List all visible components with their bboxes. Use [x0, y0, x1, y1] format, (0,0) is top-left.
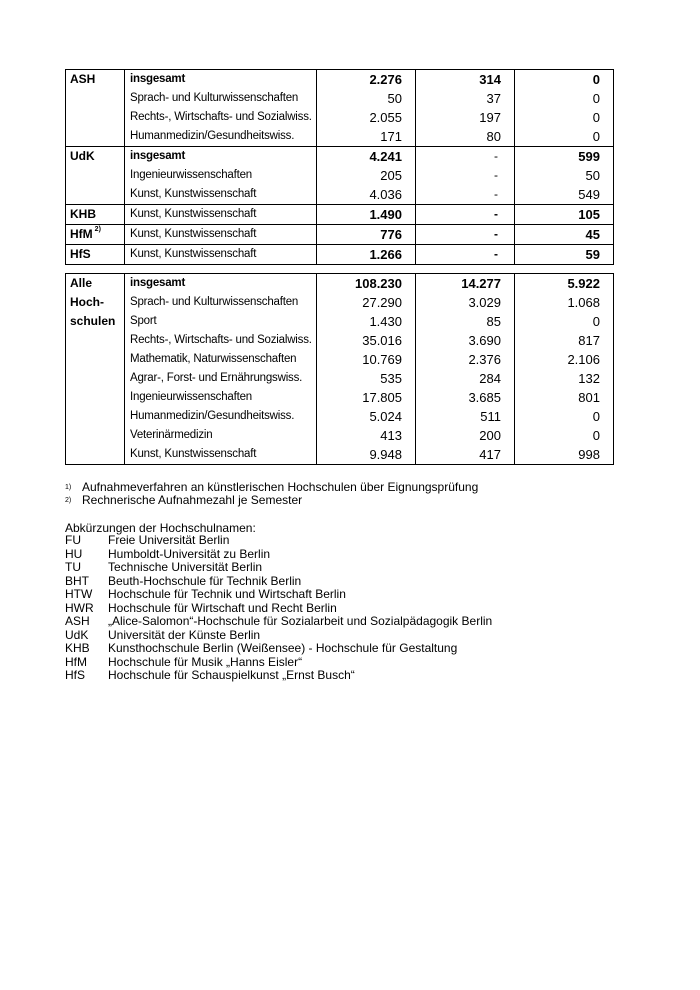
value-cell-b: 2.376: [416, 350, 515, 369]
field-of-study: Kunst, Kunstwissenschaft: [125, 225, 317, 245]
institution-code-cell: [66, 108, 125, 127]
abbreviation-value: Beuth-Hochschule für Technik Berlin: [108, 573, 302, 588]
field-of-study: Ingenieurwissenschaften: [125, 166, 317, 185]
field-of-study: Veterinärmedizin: [125, 426, 317, 445]
value-cell-b: 37: [416, 89, 515, 108]
abbreviation-key: BHT: [65, 573, 89, 588]
institution-code: HfM: [70, 227, 93, 241]
abbreviation-row: [65, 588, 492, 602]
abbreviation-row: [65, 615, 492, 629]
value-cell-c: 998: [515, 445, 614, 465]
value-cell-b: -: [416, 166, 515, 185]
institution-code: ASH: [70, 72, 96, 86]
field-of-study: Sprach- und Kulturwissenschaften: [125, 293, 317, 312]
abbreviation-value: Technische Universität Berlin: [108, 560, 263, 574]
abbreviation-value: Humboldt-Universität zu Berlin: [108, 546, 271, 561]
institution-code-cell: [66, 166, 125, 185]
value-cell-b: 3.029: [416, 293, 515, 312]
value-cell-a: 50: [317, 89, 416, 108]
abbreviation-key: HU: [65, 546, 83, 561]
field-of-study: Mathematik, Naturwissenschaften: [125, 350, 317, 369]
institution-code-cell: [66, 350, 125, 369]
value-cell-c: 59: [515, 245, 614, 265]
table-row: [66, 331, 614, 350]
value-cell-c: 45: [515, 225, 614, 245]
table-row: [66, 407, 614, 426]
value-cell-a: 776: [317, 225, 416, 245]
abbreviation-key: HfS: [65, 668, 86, 682]
abbreviation-value: Universität der Künste Berlin: [108, 627, 261, 642]
value-cell-b: 417: [416, 445, 515, 465]
value-cell-a: 2.276: [317, 70, 416, 90]
field-of-study: Kunst, Kunstwissenschaft: [125, 205, 317, 225]
admissions-table-institutions: [65, 69, 614, 265]
footnote-mark: 2): [65, 497, 72, 504]
institution-code-cell: [66, 147, 125, 167]
abbreviation-key: UdK: [65, 627, 89, 642]
abbreviation-key: TU: [65, 560, 81, 574]
value-cell-c: 0: [515, 407, 614, 426]
value-cell-a: 1.490: [317, 205, 416, 225]
value-cell-b: 314: [416, 70, 515, 90]
institution-code-cell: [66, 312, 125, 331]
table-row: [66, 127, 614, 147]
value-cell-a: 413: [317, 426, 416, 445]
admissions-table-all-universities: [65, 273, 614, 465]
abbreviation-row: [65, 548, 492, 562]
abbreviation-value: Hochschule für Technik und Wirtschaft Berlin: [108, 587, 346, 601]
institution-code-cell: [66, 426, 125, 445]
value-cell-a: 10.769: [317, 350, 416, 369]
table-row: [66, 274, 614, 294]
institution-code: schulen: [70, 314, 116, 328]
field-of-study: Rechts-, Wirtschafts- und Sozialwiss.: [125, 108, 317, 127]
table-row: [66, 445, 614, 465]
abbreviation-row: [65, 629, 492, 643]
value-cell-b: 197: [416, 108, 515, 127]
abbreviation-row: [65, 669, 492, 683]
value-cell-b: -: [416, 205, 515, 225]
value-cell-c: 0: [515, 426, 614, 445]
footnote-text: Aufnahmeverfahren an künstlerischen Hochschulen über Eignungsprüfung: [82, 480, 479, 494]
value-cell-b: 284: [416, 369, 515, 388]
abbreviations-title: Abkürzungen der Hochschulnamen:: [65, 521, 256, 535]
value-cell-a: 171: [317, 127, 416, 147]
value-cell-c: 801: [515, 388, 614, 407]
institution-code-cell: [66, 127, 125, 147]
table-row: [66, 350, 614, 369]
table-row: [66, 426, 614, 445]
value-cell-b: 14.277: [416, 274, 515, 294]
institution-code-cell: [66, 445, 125, 465]
value-cell-c: 817: [515, 331, 614, 350]
value-cell-c: 50: [515, 166, 614, 185]
value-cell-b: 200: [416, 426, 515, 445]
abbreviation-row: [65, 642, 492, 656]
value-cell-b: -: [416, 147, 515, 167]
value-cell-a: 1.266: [317, 245, 416, 265]
table-row: [66, 70, 614, 90]
field-of-study: Rechts-, Wirtschafts- und Sozialwiss.: [125, 331, 317, 350]
value-cell-a: 205: [317, 166, 416, 185]
abbreviation-value: Freie Universität Berlin: [108, 533, 230, 547]
field-of-study: Ingenieurwissenschaften: [125, 388, 317, 407]
value-cell-c: 5.922: [515, 274, 614, 294]
value-cell-c: 0: [515, 108, 614, 127]
footnote-mark: 1): [65, 484, 72, 491]
institution-code-cell: [66, 407, 125, 426]
abbreviation-key: ASH: [65, 614, 90, 628]
abbreviation-row: [65, 534, 492, 548]
abbreviation-value: Hochschule für Musik „Hanns Eisler“: [108, 654, 303, 669]
value-cell-c: 549: [515, 185, 614, 205]
field-of-study: Humanmedizin/Gesundheitswiss.: [125, 127, 317, 147]
institution-code: KHB: [70, 207, 96, 221]
value-cell-c: 0: [515, 70, 614, 90]
value-cell-b: -: [416, 225, 515, 245]
value-cell-b: 85: [416, 312, 515, 331]
value-cell-c: 0: [515, 127, 614, 147]
table-row: [66, 147, 614, 167]
institution-code-cell: [66, 185, 125, 205]
field-of-study: Kunst, Kunstwissenschaft: [125, 185, 317, 205]
institution-code: Hoch-: [70, 295, 104, 309]
value-cell-b: -: [416, 185, 515, 205]
value-cell-b: 511: [416, 407, 515, 426]
abbreviation-key: FU: [65, 533, 81, 547]
institution-code: HfS: [70, 247, 91, 261]
institution-code-cell: [66, 245, 125, 265]
value-cell-b: -: [416, 245, 515, 265]
institution-code-cell: [66, 205, 125, 225]
value-cell-a: 35.016: [317, 331, 416, 350]
footnote-ref: 2): [94, 226, 101, 233]
value-cell-a: 9.948: [317, 445, 416, 465]
value-cell-a: 17.805: [317, 388, 416, 407]
value-cell-c: 0: [515, 89, 614, 108]
abbreviation-row: [65, 602, 492, 616]
institution-code: Alle: [70, 276, 93, 290]
abbreviation-key: KHB: [65, 641, 90, 655]
institution-code-cell: [66, 274, 125, 294]
table-row: [66, 108, 614, 127]
abbreviation-key: HWR: [65, 600, 94, 615]
field-of-study: insgesamt: [125, 70, 317, 90]
value-cell-b: 80: [416, 127, 515, 147]
table-row: [66, 205, 614, 225]
abbreviation-key: HfM: [65, 654, 87, 669]
value-cell-c: 599: [515, 147, 614, 167]
value-cell-a: 4.241: [317, 147, 416, 167]
field-of-study: insgesamt: [125, 274, 317, 294]
footnote-2: [65, 494, 302, 507]
table-row: [66, 312, 614, 331]
value-cell-c: 105: [515, 205, 614, 225]
value-cell-a: 535: [317, 369, 416, 388]
institution-code-cell: [66, 70, 125, 90]
table-row: [66, 388, 614, 407]
table-row: [66, 293, 614, 312]
abbreviation-value: Hochschule für Wirtschaft und Recht Berlin: [108, 600, 337, 615]
value-cell-b: 3.690: [416, 331, 515, 350]
value-cell-c: 1.068: [515, 293, 614, 312]
value-cell-a: 108.230: [317, 274, 416, 294]
abbreviation-value: „Alice-Salomon“-Hochschule für Sozialarbeit und Sozialpädagogik Berlin: [108, 614, 493, 628]
institution-code-cell: [66, 225, 125, 245]
institution-code-cell: [66, 89, 125, 108]
field-of-study: Sprach- und Kulturwissenschaften: [125, 89, 317, 108]
institution-code-cell: [66, 293, 125, 312]
abbreviation-row: [65, 656, 492, 670]
institution-code: UdK: [70, 149, 95, 163]
field-of-study: Kunst, Kunstwissenschaft: [125, 445, 317, 465]
abbreviation-row: [65, 561, 492, 575]
footnote-text: Rechnerische Aufnahmezahl je Semester: [82, 493, 303, 507]
field-of-study: insgesamt: [125, 147, 317, 167]
table-row: [66, 225, 614, 245]
value-cell-c: 0: [515, 312, 614, 331]
table-row: [66, 166, 614, 185]
value-cell-a: 1.430: [317, 312, 416, 331]
abbreviations-list: [65, 534, 492, 683]
table-row: [66, 185, 614, 205]
institution-code-cell: [66, 331, 125, 350]
field-of-study: Agrar-, Forst- und Ernährungswiss.: [125, 369, 317, 388]
value-cell-a: 2.055: [317, 108, 416, 127]
table-row: [66, 245, 614, 265]
abbreviation-value: Hochschule für Schauspielkunst „Ernst Busch“: [108, 668, 355, 682]
field-of-study: Sport: [125, 312, 317, 331]
table-row: [66, 89, 614, 108]
value-cell-a: 4.036: [317, 185, 416, 205]
institution-code-cell: [66, 369, 125, 388]
value-cell-b: 3.685: [416, 388, 515, 407]
value-cell-a: 27.290: [317, 293, 416, 312]
institution-code-cell: [66, 388, 125, 407]
value-cell-c: 2.106: [515, 350, 614, 369]
field-of-study: Humanmedizin/Gesundheitswiss.: [125, 407, 317, 426]
value-cell-a: 5.024: [317, 407, 416, 426]
abbreviation-value: Kunsthochschule Berlin (Weißensee) - Hochschule für Gestaltung: [108, 641, 458, 655]
table-row: [66, 369, 614, 388]
abbreviation-key: HTW: [65, 587, 93, 601]
field-of-study: Kunst, Kunstwissenschaft: [125, 245, 317, 265]
abbreviation-row: [65, 575, 492, 589]
value-cell-c: 132: [515, 369, 614, 388]
